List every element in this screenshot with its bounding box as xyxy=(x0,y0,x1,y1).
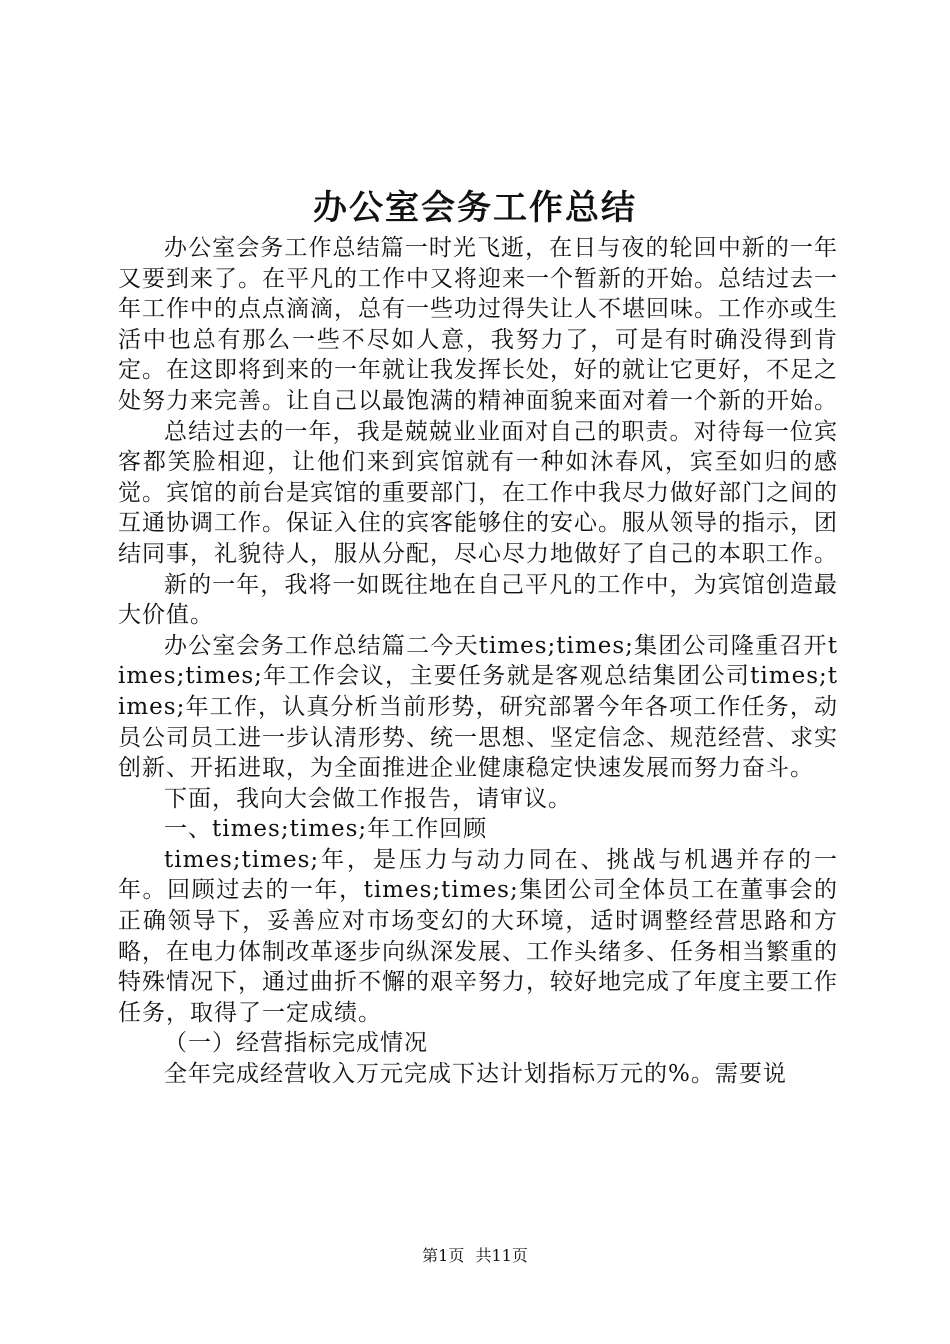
paragraph: 办公室会务工作总结篇一时光飞逝，在日与夜的轮回中新的一年又要到来了。在平凡的工作中又将迎来一个暂新的开始。总结过去一年工作中的点点滴滴，总有一些功过得失让人不堪回味。工作亦或生活中也总有那么一些不尽如人意，我努力了，可是有时确没得到肯定。在这即将到来的一年就让我发挥长处，好的就让它更好，不足之处努力来完善。让自己以最饱满的精神面貌来面对着一个新的开始。 xyxy=(118,235,838,414)
paragraph: times;times;年，是压力与动力同在、挑战与机遇并存的一年。回顾过去的一年，times;times;集团公司全体员工在董事会的正确领导下，妥善应对市场变幻的大环境，适时调整经营思路和方略，在电力体制改革逐步向纵深发展、工作头绪多、任务相当繁重的特殊情况下，通过曲折不懈的艰辛努力，较好地完成了年度主要工作任务，取得了一定成绩。 xyxy=(118,846,838,1026)
page-number: 第1页 xyxy=(422,1246,465,1265)
paragraph: 新的一年，我将一如既往地在自己平凡的工作中，为宾馆创造最大价值。 xyxy=(118,571,838,629)
subsection-heading: （一）经营指标完成情况 xyxy=(164,1030,428,1057)
paragraph: 全年完成经营收入万元完成下达计划指标万元的%。需要说 xyxy=(164,1061,787,1088)
section-heading: 一、times;times;年工作回顾 xyxy=(164,816,488,843)
document-body xyxy=(118,233,838,1090)
page-total: 共11页 xyxy=(475,1246,528,1265)
paragraph: 总结过去的一年，我是兢兢业业面对自己的职责。对待每一位宾客都笑脸相迎，让他们来到宾馆就有一种如沐春风，宾至如归的感觉。宾馆的前台是宾馆的重要部门，在工作中我尽力做好部门之间的互通协调工作。保证入住的宾客能够住的安心。服从领导的指示，团结同事，礼貌待人，服从分配，尽心尽力地做好了自己的本职工作。 xyxy=(118,418,838,567)
paragraph: 下面，我向大会做工作报告，请审议。 xyxy=(164,785,572,812)
page-footer xyxy=(0,1244,950,1268)
paragraph: 办公室会务工作总结篇二今天times;times;集团公司隆重召开times;times;年工作会议，主要任务就是客观总结集团公司times;times;年工作，认真分析当前形势，研究部署今年各项工作任务，动员公司员工进一步认清形势、统一思想、坚定信念、规范经营、求实创新、开拓进取，为全面推进企业健康稳定快速发展而努力奋斗。 xyxy=(118,632,838,782)
document-title: 办公室会务工作总结 xyxy=(313,188,637,228)
